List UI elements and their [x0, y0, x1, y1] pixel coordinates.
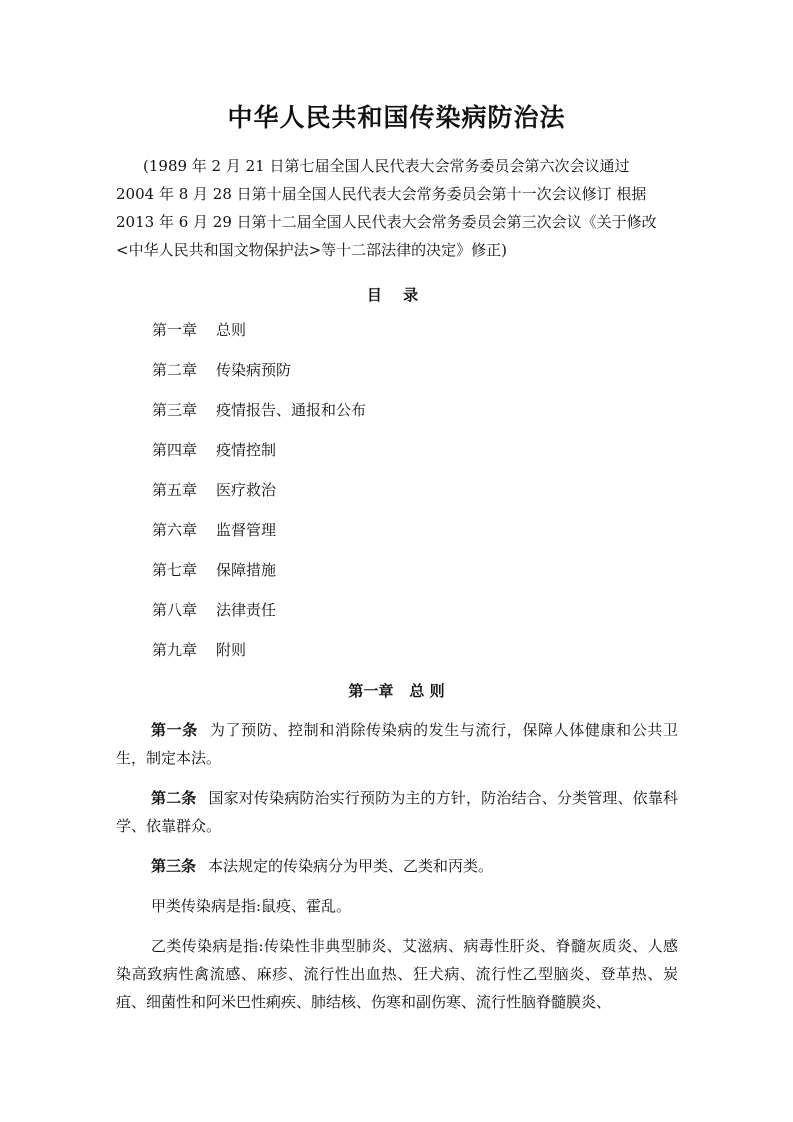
article-text: 甲类传染病是指:鼠疫、霍乱。: [151, 897, 352, 915]
toc-item: [152, 640, 366, 680]
article-text: 为了预防、控制和消除传染病的发生与流行，保障人体健康和公共卫生，制定本法。: [116, 721, 678, 767]
table-of-contents: [152, 320, 366, 680]
toc-chapter-label: 监督管理: [216, 521, 277, 539]
article-label: 第二条: [151, 789, 197, 807]
article-paragraph: [116, 716, 678, 772]
article-paragraph: [116, 892, 678, 920]
toc-title: 目 录: [366, 286, 427, 304]
toc-chapter-label: 总则: [216, 321, 247, 339]
preamble-line: <中华人民共和国文物保护法>等十二部法律的决定》修正): [116, 241, 507, 259]
toc-item: [152, 560, 366, 600]
article-text: 国家对传染病防治实行预防为主的方针，防治结合、分类管理、依靠科学、依靠群众。: [116, 789, 678, 835]
toc-chapter-label: 法律责任: [216, 601, 277, 619]
toc-chapter-label: 医疗救治: [216, 481, 277, 499]
document-title: 中华人民共和国传染病防治法: [227, 103, 566, 132]
article-label: 第三条: [151, 857, 197, 875]
article-label: 第一条: [151, 721, 198, 739]
toc-chapter-number: 第一章: [152, 321, 198, 339]
article-paragraph: [116, 932, 678, 1016]
toc-chapter-number: 第八章: [152, 601, 198, 619]
toc-item: [152, 320, 366, 360]
article-paragraph: [116, 784, 678, 840]
chapter-heading: [0, 680, 793, 701]
chapter-title: 总 则: [409, 682, 445, 700]
toc-chapter-number: 第六章: [152, 521, 198, 539]
toc-item: [152, 440, 366, 480]
chapter-body: [116, 716, 678, 1028]
preamble-line: 2013 年 6 月 29 日第十二届全国人民代表大会常务委员会第三次会议《关于修改: [116, 213, 657, 231]
preamble-line: 2004 年 8 月 28 日第十届全国人民代表大会常务委员会第十一次会议修订 根据: [116, 185, 647, 203]
toc-item: [152, 600, 366, 640]
preamble: [116, 152, 678, 264]
toc-chapter-number: 第三章: [152, 401, 198, 419]
toc-item: [152, 520, 366, 560]
chapter-number: 第一章: [348, 682, 394, 700]
toc-item: [152, 360, 366, 400]
toc-chapter-label: 保障措施: [216, 561, 277, 579]
toc-chapter-number: 第九章: [152, 641, 198, 659]
toc-chapter-number: 第七章: [152, 561, 198, 579]
toc-chapter-number: 第四章: [152, 441, 198, 459]
article-text: 本法规定的传染病分为甲类、乙类和丙类。: [208, 857, 494, 875]
toc-chapter-number: 第二章: [152, 361, 198, 379]
toc-chapter-label: 传染病预防: [216, 361, 292, 379]
preamble-line: (1989 年 2 月 21 日第七届全国人民代表大会常务委员会第六次会议通过: [143, 157, 630, 175]
toc-chapter-label: 疫情控制: [216, 441, 277, 459]
toc-chapter-number: 第五章: [152, 481, 198, 499]
article-paragraph: [116, 852, 678, 880]
article-text: 乙类传染病是指:传染性非典型肺炎、艾滋病、病毒性肝炎、脊髓灰质炎、人感染高致病性禽流感、麻疹、流行性出血热、狂犬病、流行性乙型脑炎、登革热、炭疽、细菌性和阿米巴性痢疾、肺结核、伤寒和副伤寒、流行性脑脊髓膜炎、: [116, 937, 678, 1011]
toc-chapter-label: 附则: [216, 641, 247, 659]
toc-chapter-label: 疫情报告、通报和公布: [216, 401, 367, 419]
toc-item: [152, 480, 366, 520]
toc-item: [152, 400, 366, 440]
